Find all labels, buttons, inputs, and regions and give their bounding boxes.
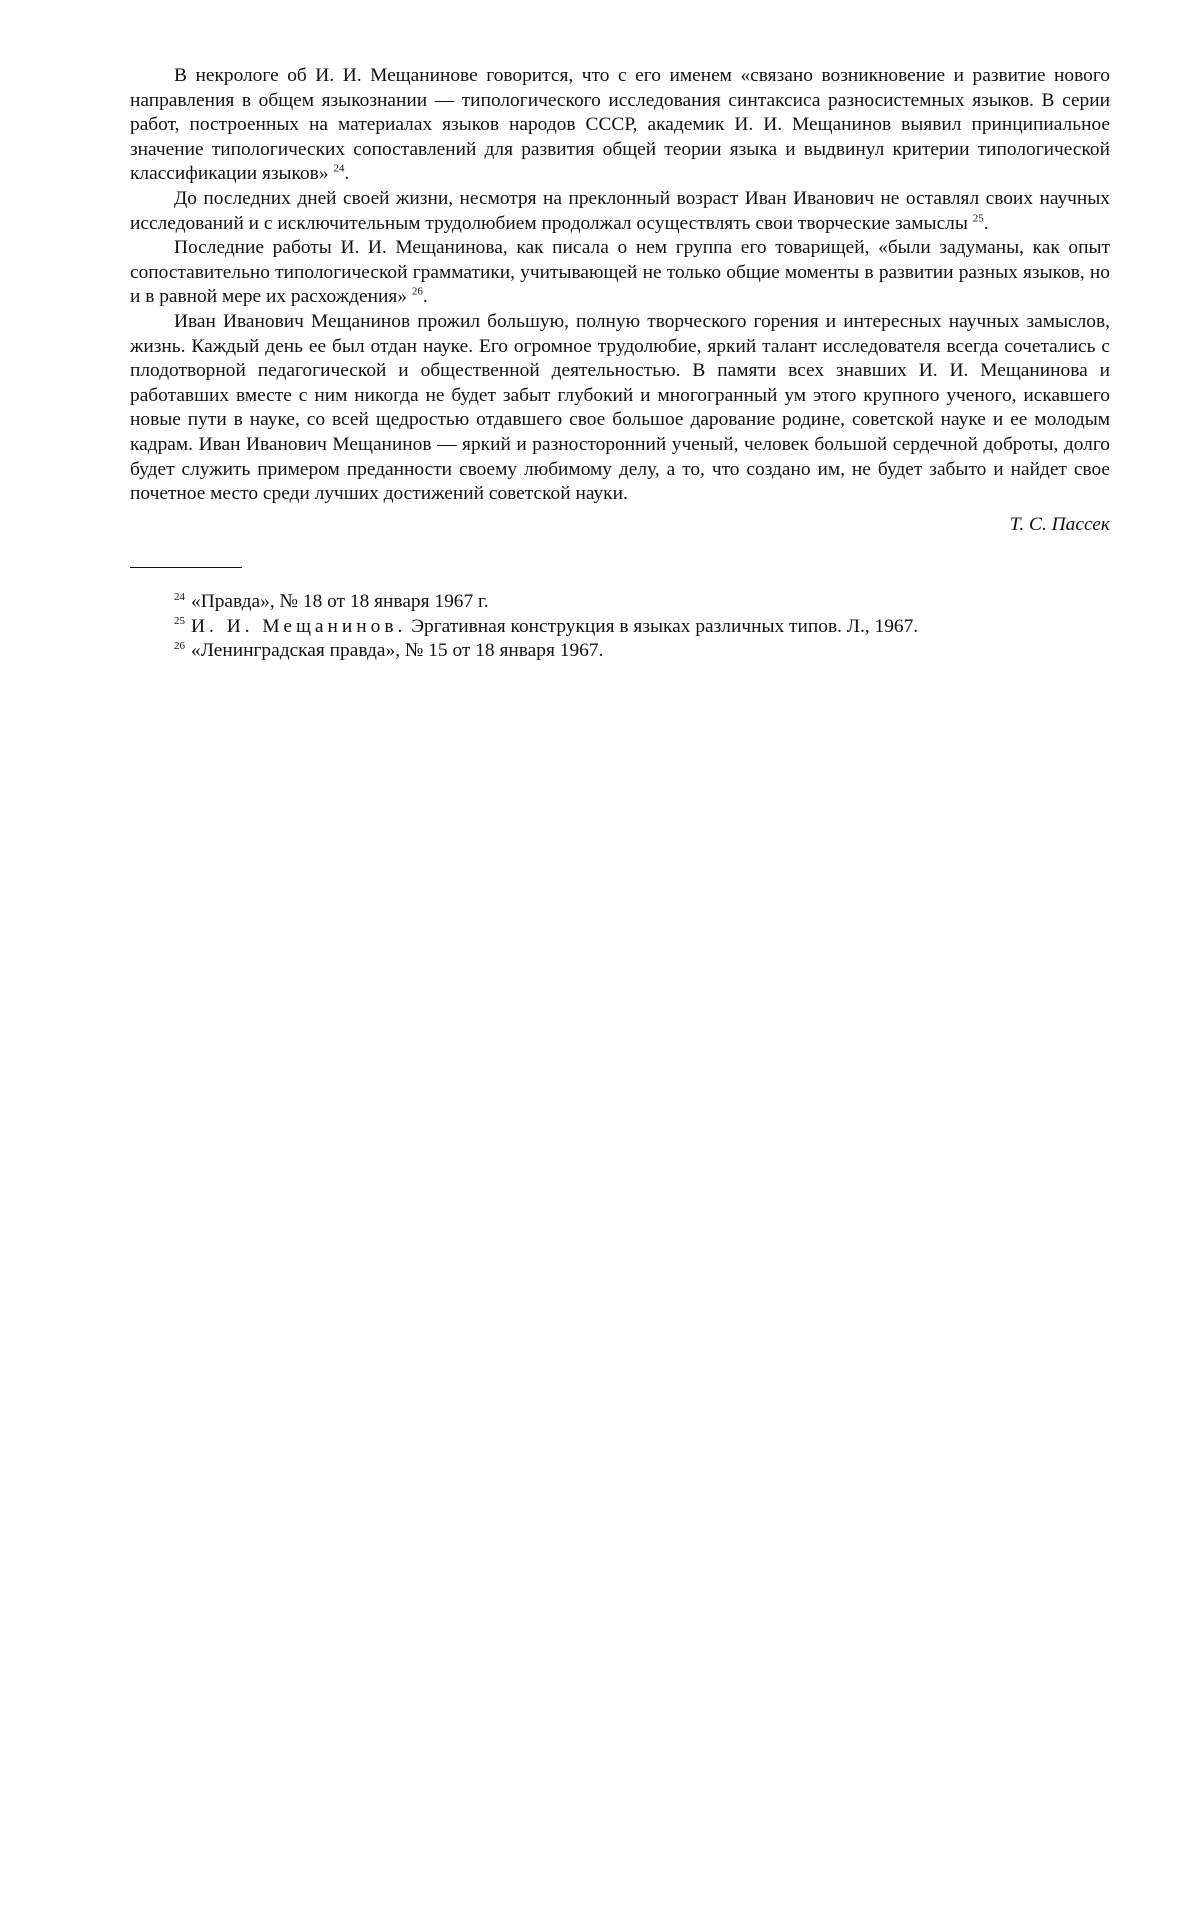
footnote-26 bbox=[130, 639, 1110, 664]
footnote-25 bbox=[130, 615, 1110, 640]
paragraph-text: До последних дней своей жизни, несмотря на преклонный возраст Иван Иванович не оставлял своих научных исследований и с исключительным трудолюбием продолжал осуществлять свои творческие замыслы bbox=[130, 187, 1110, 234]
body-paragraph-2 bbox=[130, 187, 1110, 236]
footnote-text: «Правда», № 18 от 18 января 1967 г. bbox=[191, 591, 489, 613]
paragraph-tail: . bbox=[983, 212, 989, 234]
footnote-ref-25[interactable]: 25 bbox=[972, 212, 984, 225]
body-paragraph-3 bbox=[130, 236, 1110, 310]
paragraph-text: В некрологе об И. И. Мещанинове говорится, что с его именем «связано возникновение и развитие нового направления в общем языкознании — типологического исследования синтаксиса разносистемных языков. В серии работ, построенных на материалах языков народов СССР, академик И. И. Мещанинов выявил принципиальное значение типологических сопоставлений для развития общей теории языка и выдвинул критерии типологической классификации языков» bbox=[130, 65, 1110, 185]
footnote-ref-24[interactable]: 24 bbox=[333, 162, 345, 175]
author-signature: Т. С. Пассек bbox=[1009, 513, 1110, 535]
footnote-ref-26[interactable]: 26 bbox=[411, 285, 423, 298]
footnote-author: И. И. Мещанинов. bbox=[191, 615, 407, 637]
footnote-number: 25 bbox=[174, 615, 185, 628]
footnotes-section bbox=[130, 590, 1110, 664]
paragraph-text: Последние работы И. И. Мещанинова, как писала о нем группа его товарищей, «были задуманы, как опыт сопоставительно типологической грамматики, учитывающей не только общие моменты в развитии разных языков, но и в равной мере их расхождения» bbox=[130, 237, 1110, 308]
footnote-text: «Ленинградская правда», № 15 от 18 января 1967. bbox=[191, 640, 604, 662]
footnote-number: 24 bbox=[174, 590, 185, 603]
paragraph-tail: . bbox=[344, 163, 350, 185]
paragraph-text: Иван Иванович Мещанинов прожил большую, полную творческого горения и интересных научных замыслов, жизнь. Каждый день ее был отдан науке. Его огромное трудолюбие, яркий талант исследователя всегда сочетались с плодотворной педагогической и общественной деятельностью. В памяти всех знавших И. И. Мещанинова и работавших вместе с ним никогда не будет забыт глубокий и многогранный ум этого крупного ученого, искавшего новые пути в науке, со всей щедростью отдавшего свое большое дарование родине, советской науке и ее молодым кадрам. Иван Иванович Мещанинов — яркий и разносторонний ученый, человек большой сердечной доброты, долго будет служить примером преданности своему любимому делу, а то, что создано им, не будет забыто и найдет свое почетное место среди лучших достижений советской науки. bbox=[130, 310, 1110, 505]
footnote-24 bbox=[130, 590, 1110, 615]
footnote-number: 26 bbox=[174, 640, 185, 652]
body-paragraph-1 bbox=[130, 64, 1110, 187]
document-page bbox=[130, 64, 1110, 664]
footnote-text: Эргативная конструкция в языках различных типов. Л., 1967. bbox=[411, 615, 919, 637]
footnote-divider bbox=[130, 567, 242, 568]
body-paragraph-4 bbox=[130, 310, 1110, 507]
paragraph-tail: . bbox=[422, 286, 428, 308]
